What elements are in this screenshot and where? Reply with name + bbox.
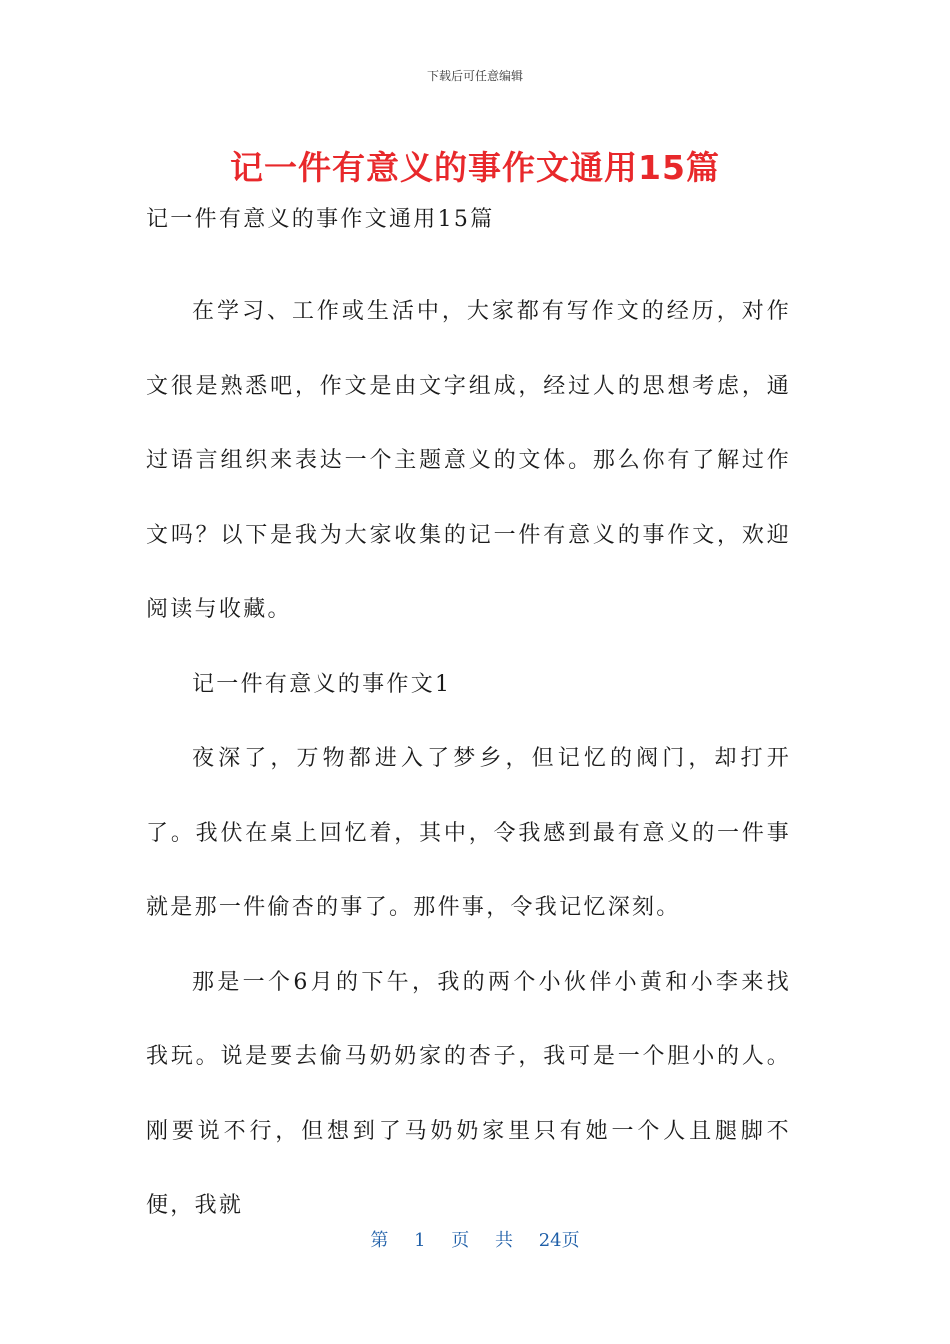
footer-total-word: 共 [495, 1230, 513, 1251]
intro-paragraph: 在学习、工作或生活中，大家都有写作文的经历，对作文很是熟悉吧，作文是由文字组成，经过人的思想考虑，通过语言组织来表达一个主题意义的文体。那么你有了解过作文吗？以下是我为大家收集的记一件有意义的事作文，欢迎阅读与收藏。 [146, 299, 791, 622]
footer-total-pages: 24页 [538, 1230, 580, 1251]
subtitle-paragraph: 记一件有意义的事作文通用15篇 [146, 207, 495, 232]
section-heading: 记一件有意义的事作文1 [192, 671, 452, 697]
page-footer [0, 1226, 950, 1252]
body-paragraph: 那是一个6月的下午，我的两个小伙伴小黄和小李来找我玩。说是要去偷马奶奶家的杏子，我可是一个胆小的人。刚要说不行，但想到了马奶奶家里只有她一个人且腿脚不便，我就 [146, 969, 791, 1218]
header-note: 下载后可任意编辑 [426, 69, 523, 83]
footer-page-word: 第 [370, 1230, 389, 1251]
body-paragraph: 夜深了，万物都进入了梦乡，但记忆的阀门，却打开了。我伏在桌上回忆着，其中，令我感到最有意义的一件事就是那一件偷杏的事了。那件事，令我记忆深刻。 [146, 746, 791, 920]
footer-page-number: 1 [414, 1230, 426, 1251]
footer-page-unit: 页 [451, 1230, 470, 1251]
document-body [146, 200, 791, 1244]
document-title: 记一件有意义的事作文通用15篇 [230, 148, 720, 187]
